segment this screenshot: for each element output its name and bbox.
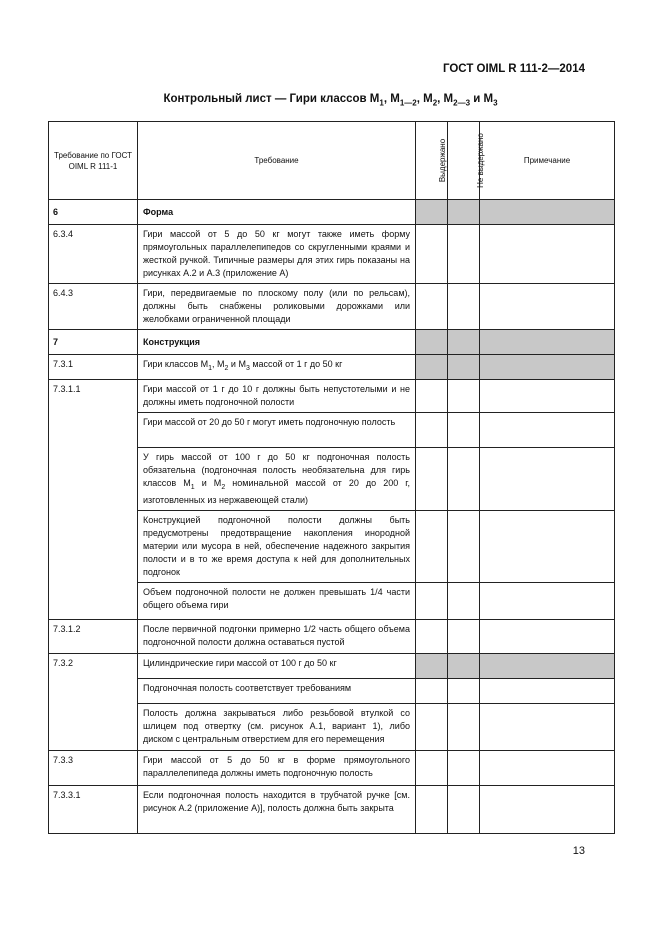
passed-cell [416,653,448,678]
failed-cell[interactable] [448,448,480,511]
table-row [49,785,615,833]
table-row [49,225,615,284]
row-requirement: Цилиндрические гири массой от 100 г до 50 кг [138,653,416,678]
note-cell [480,200,615,225]
failed-cell[interactable] [448,750,480,785]
row-number: 6.4.3 [49,284,138,330]
row-number: 6 [49,200,138,225]
failed-cell[interactable] [448,582,480,619]
row-requirement: Форма [138,200,416,225]
failed-cell[interactable] [448,619,480,653]
row-requirement: Гири классов $M_1$, $M_2$ и $M_3$ массой от 1 г до 50 кг [138,355,416,380]
note-cell[interactable] [480,380,615,413]
row-requirement: Конструкцией подгоночной полости должны быть предусмотрены предотвращение накопления инородной материи или мусора в ней, обеспечение надежного закрытия полости и в то же время доступа к ней для дополнительных подгонок [138,510,416,582]
passed-cell[interactable] [416,785,448,833]
note-cell[interactable] [480,510,615,582]
passed-cell[interactable] [416,619,448,653]
row-requirement: После первичной подгонки примерно 1/2 часть общего объема подгоночной полости должна оставаться пустой [138,619,416,653]
note-cell[interactable] [480,448,615,511]
failed-cell [448,200,480,225]
page-number: 13 [572,845,585,857]
row-requirement: Конструкция [138,330,416,355]
table-row [49,200,615,225]
passed-cell [416,355,448,380]
note-cell[interactable] [480,750,615,785]
note-cell [480,330,615,355]
failed-cell [448,653,480,678]
page-title: Контрольный лист — Гири классов $M_1$, $M_{1—2}$, $M_2$, $M_{2—3}$ и $M_3$ [163,93,498,108]
passed-cell [416,330,448,355]
table-row [49,380,615,413]
failed-cell[interactable] [448,413,480,448]
row-requirement: Полость должна закрываться либо резьбовой втулкой со шлицем под отвертку (см. рисунок А.1, вариант 1), либо диском с центральным отверстием для его перемещения [138,703,416,750]
row-requirement: Гири массой от 5 до 50 кг могут также иметь форму прямоугольных параллелепипедов со скругленными краями и жесткой ручкой. Типичные размеры для этих гирь показаны на рисунках А.2 и А.3 (приложение А) [138,225,416,284]
checklist-table [48,121,615,834]
note-cell[interactable] [480,785,615,833]
note-cell [480,355,615,380]
col-header-note: Примечание [480,122,615,200]
failed-cell[interactable] [448,678,480,703]
passed-cell[interactable] [416,703,448,750]
passed-cell[interactable] [416,380,448,413]
note-cell[interactable] [480,582,615,619]
table-row [49,284,615,330]
failed-cell[interactable] [448,703,480,750]
failed-cell [448,355,480,380]
col-header-passed: Выдержано [416,122,448,200]
table-row [49,653,615,678]
note-cell[interactable] [480,703,615,750]
passed-cell[interactable] [416,750,448,785]
row-requirement: Гири массой от 5 до 50 кг в форме прямоугольного параллелепипеда должны иметь подгоночную полость [138,750,416,785]
row-number: 7.3.3.1 [49,785,138,833]
row-number: 7.3.1.2 [49,619,138,653]
row-number: 7.3.2 [49,653,138,750]
table-header-row [49,122,615,200]
table-row [49,619,615,653]
table-row [49,355,615,380]
note-cell[interactable] [480,284,615,330]
row-requirement: У гирь массой от 100 г до 50 кг подгоночная полость обязательна (подгоночная полость необязательна для гирь классов $M_1$ и $M_2$ номинальной массой от 20 до 200 г, изготовленных из нержавеющей стали) [138,448,416,511]
row-requirement: Гири, передвигаемые по плоскому полу (или по рельсам), должны быть снабжены роликовыми дорожками или желобками ограниченной площади [138,284,416,330]
failed-cell[interactable] [448,284,480,330]
col-header-failed: Не выдержано [448,122,480,200]
col-header-ref: Требование по ГОСТ OIML R 111-1 [49,122,138,200]
failed-cell[interactable] [448,785,480,833]
passed-cell[interactable] [416,225,448,284]
col-header-requirement: Требование [138,122,416,200]
passed-cell[interactable] [416,582,448,619]
row-requirement: Если подгоночная полость находится в трубчатой ручке [см. рисунок А.2 (приложение А)], полость должна быть закрыта [138,785,416,833]
row-requirement: Гири массой от 20 до 50 г могут иметь подгоночную полость [138,413,416,448]
row-requirement: Подгоночная полость соответствует требованиям [138,678,416,703]
failed-cell[interactable] [448,380,480,413]
note-cell[interactable] [480,413,615,448]
note-cell[interactable] [480,619,615,653]
row-number: 7.3.1.1 [49,380,138,620]
row-number: 6.3.4 [49,225,138,284]
document-id: ГОСТ OIML R 111-2—2014 [442,63,585,75]
passed-cell[interactable] [416,678,448,703]
passed-cell[interactable] [416,284,448,330]
row-number: 7.3.1 [49,355,138,380]
note-cell [480,653,615,678]
passed-cell[interactable] [416,413,448,448]
passed-cell [416,200,448,225]
failed-cell[interactable] [448,510,480,582]
failed-cell[interactable] [448,225,480,284]
row-requirement: Гири массой от 1 г до 10 г должны быть непустотелыми и не должны иметь подгоночной полости [138,380,416,413]
failed-cell [448,330,480,355]
row-number: 7.3.3 [49,750,138,785]
note-cell[interactable] [480,678,615,703]
table-row [49,330,615,355]
note-cell[interactable] [480,225,615,284]
passed-cell[interactable] [416,510,448,582]
row-number: 7 [49,330,138,355]
passed-cell[interactable] [416,448,448,511]
table-row [49,750,615,785]
row-requirement: Объем подгоночной полости не должен превышать 1/4 части общего объема гири [138,582,416,619]
